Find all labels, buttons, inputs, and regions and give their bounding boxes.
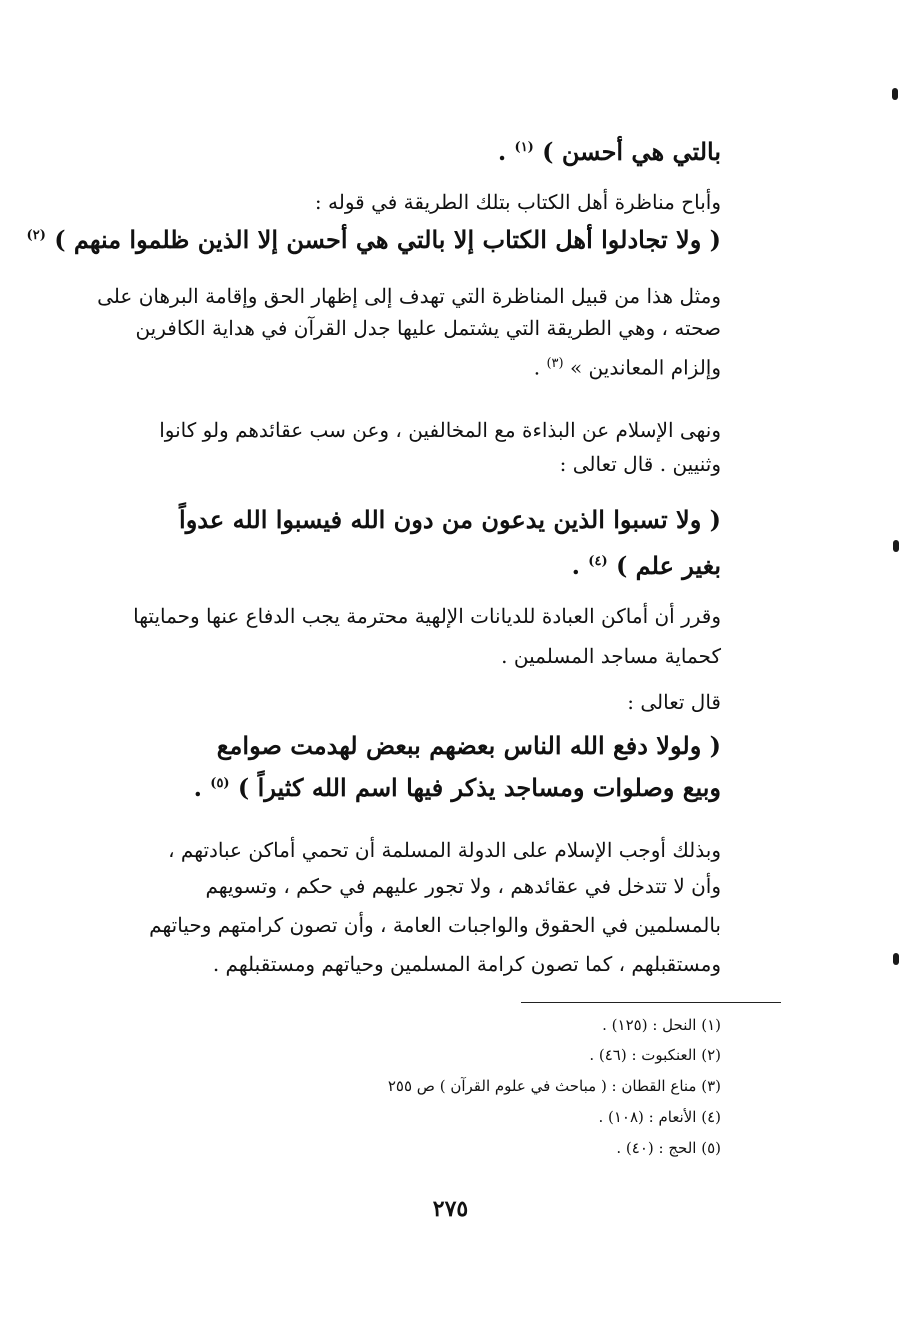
quran-verse-line: [571, 551, 721, 580]
body-text-line: [534, 357, 721, 378]
line-text: قال تعالى :: [627, 690, 721, 714]
page-number: ٢٧٥: [432, 1196, 469, 1222]
footnote: (٥) الحج : (٤٠) .: [616, 1139, 721, 1157]
body-text-line: [168, 840, 721, 860]
line-text: وبيع وصلوات ومساجد يذكر فيها اسم الله كثيراً ): [229, 773, 721, 802]
footnote-reference: (٥): [210, 776, 230, 791]
line-text: ونهى الإسلام عن البذاءة مع المخالفين ، وعن سب عقائدهم ولو كانوا: [159, 418, 721, 442]
footnote-reference: (٤): [588, 554, 608, 569]
quran-verse-line: [497, 137, 721, 166]
line-text: وقرر أن أماكن العبادة للديانات الإلهية محترمة يجب الدفاع عنها وحمايتها: [133, 604, 721, 628]
line-text: كحماية مساجد المسلمين .: [501, 644, 721, 668]
body-text-line: [501, 646, 721, 666]
footnote: (٣) مناع القطان : ( مباحث في علوم القرآن ) ص ٢٥٥: [387, 1077, 721, 1095]
scan-mark-top: [892, 88, 898, 100]
line-ending: .: [571, 551, 589, 580]
line-text: ( ولولا دفع الله الناس بعضهم ببعض لهدمت صوامع: [216, 731, 721, 760]
line-ending: .: [497, 137, 515, 166]
footnote-reference: (١): [514, 140, 534, 155]
footnote: (٤) الأنعام : (١٠٨) .: [598, 1108, 721, 1126]
body-text-line: [315, 192, 721, 212]
quran-verse-line: [193, 773, 721, 802]
line-text: صحته ، وهي الطريقة التي يشتمل عليها جدل القرآن في هداية الكافرين: [135, 316, 721, 340]
line-text: وأباح مناظرة أهل الكتاب بتلك الطريقة في قوله :: [314, 190, 721, 214]
line-text: وأن لا تتدخل في عقائدهم ، ولا تجور عليهم في حكم ، وتسويهم: [205, 874, 721, 898]
line-ending: .: [193, 773, 211, 802]
line-text: ومستقبلهم ، كما تصون كرامة المسلمين وحياتهم ومستقبلهم .: [212, 952, 721, 976]
footnote: (١) النحل : (١٢٥) .: [602, 1016, 721, 1034]
footnote: (٢) العنكبوت : (٤٦) .: [589, 1046, 721, 1064]
line-text: بغير علم ): [607, 551, 721, 580]
line-text: وبذلك أوجب الإسلام على الدولة المسلمة أن تحمي أماكن عبادتهم ،: [168, 838, 721, 862]
body-text-line: [560, 454, 721, 474]
line-ending: .: [533, 355, 547, 380]
body-text-line: [97, 286, 721, 306]
quran-verse-line: [216, 731, 721, 760]
body-text-line: [159, 420, 721, 440]
body-text-line: [149, 915, 721, 935]
line-text: ومثل هذا من قبيل المناظرة التي تهدف إلى إظهار الحق وإقامة البرهان على: [97, 284, 721, 308]
body-text-line: [133, 606, 721, 626]
scan-mark-middle: [893, 540, 899, 552]
line-text: وإلزام المعاندين »: [563, 355, 721, 380]
footnote-reference: (٢): [26, 228, 46, 243]
body-text-line: [627, 692, 721, 712]
body-text-line: [213, 954, 721, 974]
body-text-line: [205, 876, 721, 896]
body-text-line: [135, 318, 721, 338]
line-text: ( ولا تسبوا الذين يدعون من دون الله فيسبوا الله عدواً: [179, 505, 721, 534]
line-text: ( ولا تجادلوا أهل الكتاب إلا بالتي هي أحسن إلا الذين ظلموا منهم ): [45, 225, 721, 254]
scan-mark-lower: [893, 953, 899, 965]
quran-verse-line: [26, 225, 721, 254]
line-text: بالتي هي أحسن ): [533, 137, 721, 166]
quran-verse-line: [179, 505, 721, 534]
line-text: وثنيين . قال تعالى :: [559, 452, 721, 476]
footnote-divider: [521, 1002, 781, 1003]
footnote-reference: (٣): [546, 356, 564, 371]
line-text: بالمسلمين في الحقوق والواجبات العامة ، وأن تصون كرامتهم وحياتهم: [149, 913, 721, 937]
